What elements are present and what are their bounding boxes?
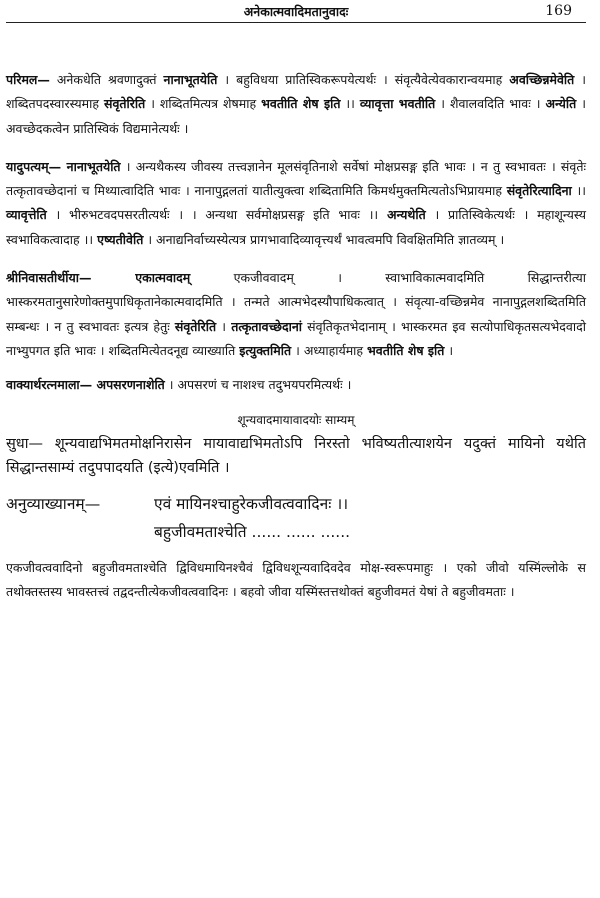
text-run: अनेकधेति श्रवणादुक्तं — [49, 72, 164, 87]
final-paragraph: एकजीवत्ववादिनो बहुजीवमताश्चेति द्विविधमायिनश्चैवं द्विविधशून्यवादिवदेव मोक्ष-स्वरूपमाहुः । एको जीवो यस्मिंल्लोके स तथोक्तस्तस्य भावस्तत्त्वं तद्वदन्तीत्येकजीवत्ववादिनः । बहवो जीवा यस्मिंस्तत्तथोक्तं बहुजीवमतं येषां ते बहुजीवमताः । — [6, 559, 586, 599]
bold-term: व्यावृत्तेति — [6, 207, 47, 223]
text-run: ।। — [571, 183, 586, 199]
bold-term: अन्यथेति — [386, 207, 426, 223]
text-run: । अध्याहार्यमाह — [291, 342, 368, 358]
yadupatyam-paragraph — [6, 155, 586, 252]
sudha-paragraph — [6, 432, 586, 480]
yadupatyam-label: यादुपत्यम्— नानाभूतयेति — [6, 158, 121, 174]
running-title: अनेकात्मवादिमतानुवादः — [243, 4, 349, 19]
text-run: । शब्दितमित्यत्र शेषमाह — [145, 96, 262, 112]
text-run: । शब्दितपदस्वारस्यमाह — [6, 72, 586, 112]
bold-term: संवृतेरिति — [104, 96, 146, 112]
bold-term: अन्येति — [545, 96, 577, 112]
shrinivasa-label: श्रीनिवासतीर्थीया— एकात्मवादम् — [6, 270, 191, 286]
shrinivasa-paragraph — [6, 266, 586, 363]
bold-term: तत्कृतावच्छेदानां — [231, 318, 303, 334]
bold-term: नानाभूतयेति — [163, 72, 218, 87]
verse-line-1: एवं मायिनश्चाहुरेकजीवत्ववादिनः ।। — [154, 494, 349, 513]
parimala-text — [6, 72, 586, 136]
section-heading: शून्यवादमायावादयोः साम्यम् — [237, 412, 355, 427]
text-run: ।। — [340, 96, 360, 112]
text-run: । अन्यथैकस्य जीवस्य तत्त्वज्ञानेन मूलसंवृतिनाशे सर्वेषां मोक्षप्रसङ्ग इति भावः । न तु स्वभावतः । संवृतेः तत्कृतावच्छेदानां च मिथ्यात्वादिति भावः । नानापुद्गलतां यातीत्युक्त्वा शब्दितामिति किमर्थमुक्तमित्यतोऽभिप्रायमाह — [6, 158, 586, 199]
bold-term: भवतीति शेष इति — [367, 342, 445, 358]
text-run: एकजीववादम् । स्वाभाविकात्मवादमिति सिद्धान्तरीत्या भास्करमतानुसारेणोक्तमुपाधिकृतानेकात्मवादमिति । तन्मते आत्मभेदस्यौपाधिकत्वात् । संवृत्या-वच्छिन्नमेव नानापुद्गलशब्दितमिति सम्बन्धः । न तु स्वभावतः इत्यत्र हेतुः — [6, 270, 586, 334]
parimala-label: परिमल— — [6, 72, 50, 87]
text-run: । — [216, 318, 232, 334]
sudha-label: सुधा— — [6, 435, 43, 452]
bold-term: संवृतेरित्यादिना — [506, 183, 572, 199]
vakyartha-label: वाक्यार्थरत्नमाला— अपसरणनाशेति — [6, 377, 165, 393]
page-header — [6, 0, 586, 24]
vakyartha-paragraph — [6, 373, 586, 397]
page-number: 169 — [545, 3, 572, 19]
bold-term: इत्युक्तमिति — [239, 342, 292, 358]
bold-term: अवच्छिन्नमेवेति — [509, 72, 575, 87]
page-body — [6, 68, 586, 604]
bold-term: भवतीति शेष इति — [261, 96, 341, 112]
parimala-paragraph — [6, 68, 586, 141]
text-run: संवृतिकृतभेदानाम् । भास्करमत इव सत्योपाधिकृतसत्यभेदवादो नाभ्युपगत इति भावः । शब्दितमित्येतदनूद्य व्याख्याति — [6, 318, 586, 358]
anuvyakhyana-label: अनुव्याख्यानम्— — [6, 494, 101, 513]
text-run: । प्रातिस्विकेत्यर्थः । महाशून्यस्य स्वभाविकत्वादाह ।। — [6, 207, 586, 247]
text-run: । भीरुभटवदपसरतीत्यर्थः । । अन्यथा सर्वमोक्षप्रसङ्ग इति भावः ।। — [46, 207, 387, 223]
anuvyakhyana-verse — [6, 490, 586, 546]
text-run: । शैवालवदिति भावः । — [435, 96, 546, 112]
text-run: । बहुविधया प्रातिस्विकरूपयेत्यर्थः । संवृत्यैवेत्येवकारान्वयमाह — [217, 72, 510, 87]
vakyartha-text: । अपसरणं च नाशश्च तदुभयपरमित्यर्थः । — [164, 377, 352, 393]
verse-line-2: बहुजीवमताश्चेति ...... ...... ...... — [154, 522, 351, 541]
text-run: । अवच्छेदकत्वेन प्रातिस्विकं विद्यमानेत्यर्थः । — [6, 96, 586, 136]
text-run: । अनाद्यनिर्वाच्यस्येत्यत्र प्रागभावादिव्यावृत्त्यर्थं भावत्वमपि विवक्षितमिति ज्ञातव्यम् । — [143, 231, 505, 247]
bold-term: व्यावृत्ता भवतीति — [359, 96, 436, 112]
sudha-text: शून्यवाद्यभिमतमोक्षनिरासेन मायावाद्यभिमतोऽपि निरस्तो भविष्यतीत्याशयेन यदुक्तं मायिनो यथेति सिद्धान्तसाम्यं तदुपपादयति (इत्ये)एवमिति । — [6, 435, 586, 476]
header-rule — [6, 22, 586, 23]
text-run: । — [444, 342, 454, 358]
bold-term: एष्यतीवेति — [97, 231, 144, 247]
bold-term: संवृतेरिति — [174, 318, 217, 334]
